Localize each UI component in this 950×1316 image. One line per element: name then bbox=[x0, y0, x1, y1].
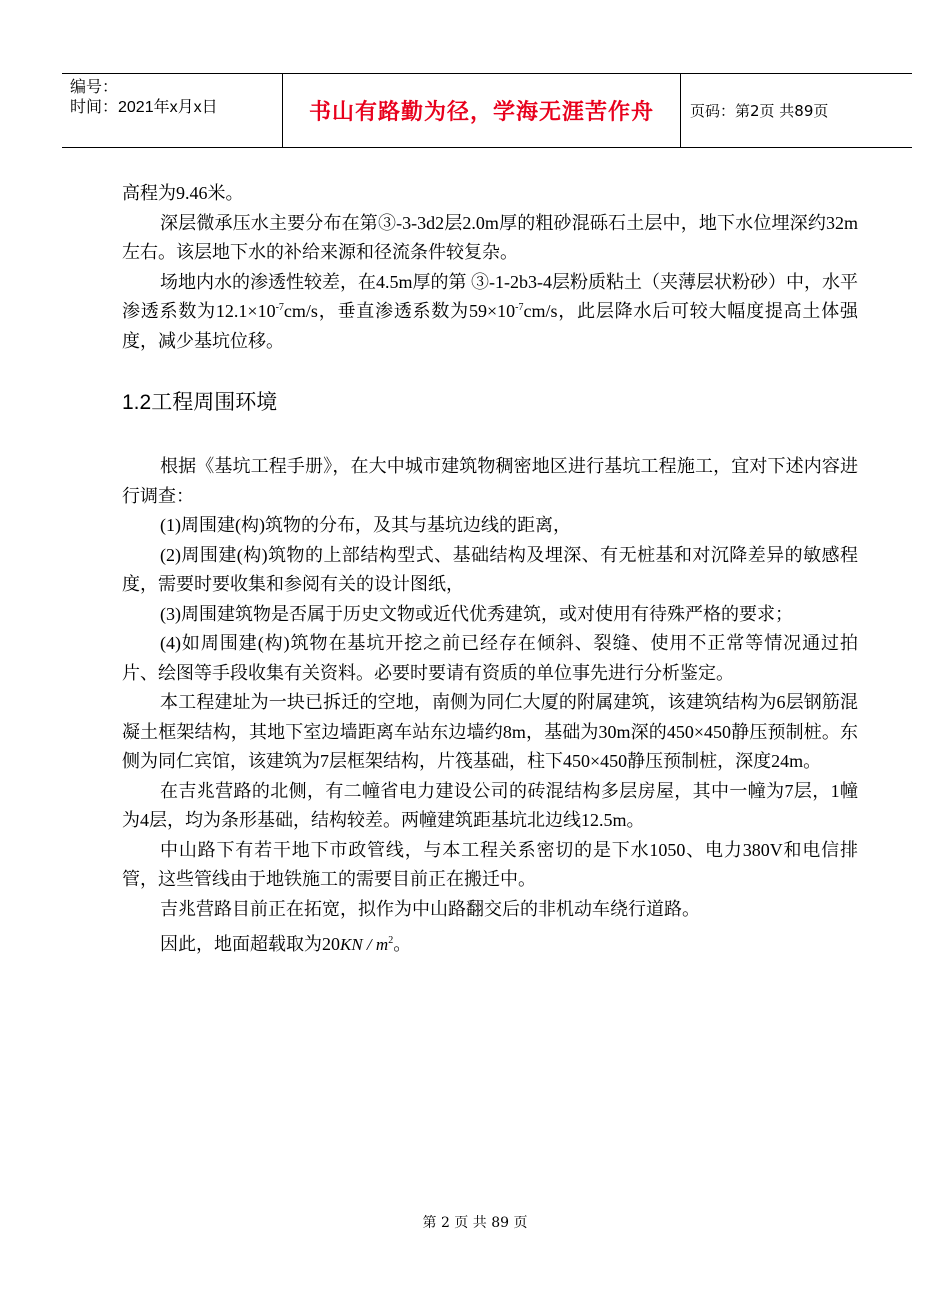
header-motto: 书山有路勤为径，学海无涯苦作舟 bbox=[308, 100, 654, 125]
superscript: 2 bbox=[388, 935, 394, 946]
formula-unit: KN / m bbox=[340, 935, 389, 954]
text-run: cm/s，此层降水后可较大幅度提高土体强度，减少基坑位移。 bbox=[122, 301, 858, 351]
paragraph: 中山路下有若干地下市政管线，与本工程关系密切的是下水1050、电力380V和电信排管，这些管线由于地铁施工的需要目前正在搬迁中。 bbox=[122, 839, 858, 889]
number-label: 编号： bbox=[70, 79, 119, 96]
list-item: (3)周围建筑物是否属于历史文物或近代优秀建筑，或对使用有待殊严格的要求； bbox=[160, 603, 793, 624]
list-item: (4)如周围建(构)筑物在基坑开挖之前已经存在倾斜、裂缝、使用不正常等情况通过拍片、绘图等手段收集有关资料。必要时要请有资质的单位事先进行分析鉴定。 bbox=[122, 633, 858, 683]
paragraph: 吉兆营路目前正在拓宽，拟作为中山路翻交后的非机动车绕行道路。 bbox=[160, 898, 700, 919]
text-run: cm/s，垂直渗透系数为59×10 bbox=[283, 301, 516, 321]
text-run: 因此，地面超载取为20 bbox=[160, 934, 340, 954]
document-body bbox=[122, 179, 858, 960]
header-meta bbox=[70, 78, 280, 118]
paragraph: 根据《基坑工程手册》，在大中城市建筑物稠密地区进行基坑工程施工，宜对下述内容进行调查： bbox=[122, 456, 858, 506]
paragraph: 高程为9.46米。 bbox=[122, 183, 244, 203]
section-heading: 1.2工程周围环境 bbox=[122, 391, 278, 414]
paragraph: 深层微承压水主要分布在第③-3-3d2层2.0m厚的粗砂混砾石土层中，地下水位埋深约32m左右。该层地下水的补给来源和径流条件较复杂。 bbox=[122, 212, 858, 262]
time-label: 时间：2021年x月x日 bbox=[70, 99, 218, 116]
header-divider bbox=[680, 74, 681, 147]
header-page-number: 页码：第2页 共89页 bbox=[690, 102, 829, 120]
text-run: 场地内水的渗透性较差，在4.5m厚的第 ③-1-2b3-4层粉质粘土（夹薄层状粉砂）中，水平渗透系数为12.1×10 bbox=[122, 271, 858, 321]
paragraph-permeability bbox=[122, 268, 858, 357]
superscript: -7 bbox=[515, 302, 524, 313]
list-item: (1)周围建(构)筑物的分布，及其与基坑边线的距离， bbox=[160, 515, 571, 535]
paragraph: 在吉兆营路的北侧，有二幢省电力建设公司的砖混结构多层房屋，其中一幢为7层，1幢为4层，均为条形基础，结构较差。两幢建筑距基坑北边线12.5m。 bbox=[122, 780, 858, 830]
page-footer: 第 2 页 共 89 页 bbox=[422, 1215, 528, 1231]
page-header bbox=[62, 73, 912, 148]
list-item: (2)周围建(构)筑物的上部结构型式、基础结构及埋深、有无桩基和对沉降差异的敏感程度，需要时要收集和参阅有关的设计图纸， bbox=[122, 544, 858, 594]
paragraph-load bbox=[122, 930, 858, 960]
superscript: -7 bbox=[275, 302, 284, 313]
text-run: 。 bbox=[393, 934, 412, 954]
paragraph: 本工程建址为一块已拆迁的空地，南侧为同仁大厦的附属建筑，该建筑结构为6层钢筋混凝土框架结构，其地下室边墙距离车站东边墙约8m，基础为30m深的450×450静压预制桩。东侧为同仁宾馆，该建筑为7层框架结构，片筏基础，柱下450×450静压预制桩，深度24m。 bbox=[122, 692, 858, 771]
